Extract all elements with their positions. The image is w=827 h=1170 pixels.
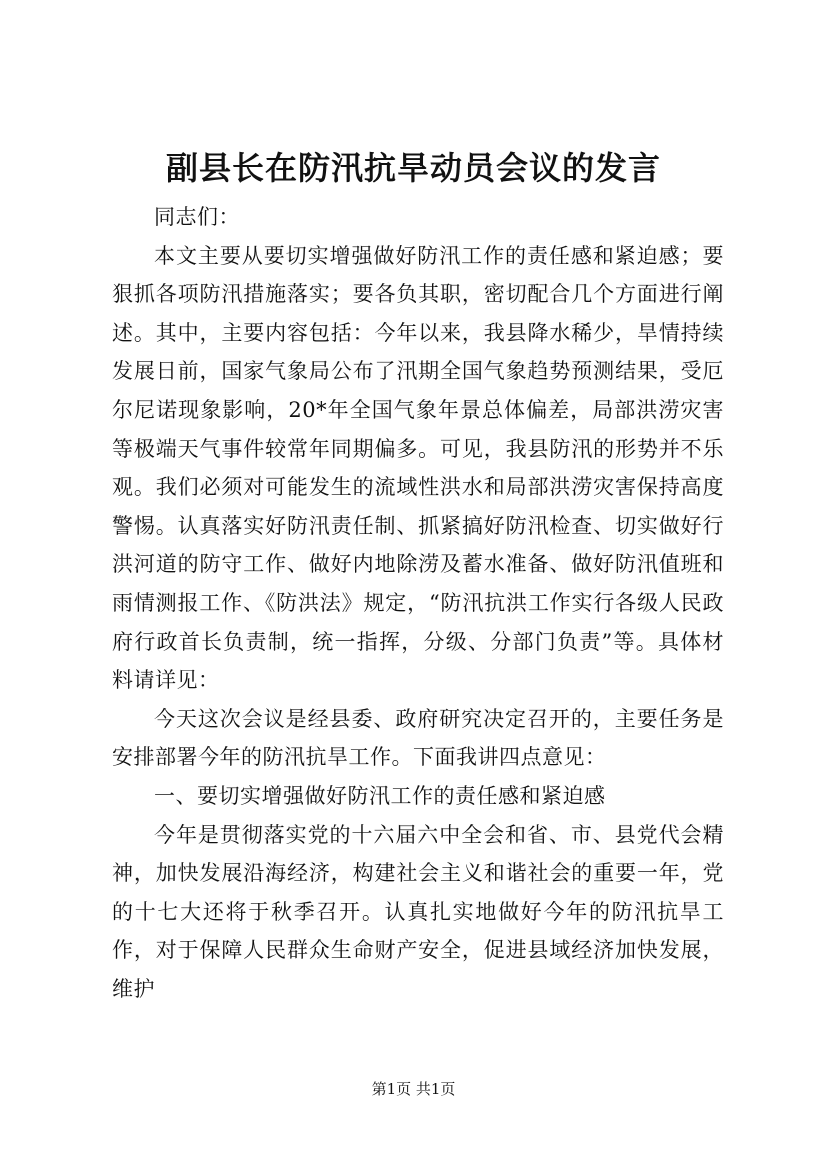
intro-paragraph: 今天这次会议是经县委、政府研究决定召开的，主要任务是安排部署今年的防汛抗旱工作。下面我讲四点意见： bbox=[112, 706, 724, 770]
section-heading-1: 一、要切实增强做好防汛工作的责任感和紧迫感 bbox=[154, 783, 606, 808]
section-1-paragraph: 今年是贯彻落实党的十六届六中全会和省、市、县党代会精神，加快发展沿海经济，构建社会主义和谐社会的重要一年，党的十七大还将于秋季召开。认真扎实地做好今年的防汛抗旱工作，对于保障人民群众生命财产安全，促进县域经济加快发展，维护 bbox=[112, 822, 724, 1001]
salutation: 同志们： bbox=[154, 205, 240, 229]
document-title: 副县长在防汛抗旱动员会议的发言 bbox=[165, 149, 661, 187]
page-footer: 第1页 共1页 bbox=[371, 1080, 456, 1098]
summary-paragraph: 本文主要从要切实增强做好防汛工作的责任感和紧迫感；要狠抓各项防汛措施落实；要各负其职，密切配合几个方面进行阐述。其中，主要内容包括：今年以来，我县降水稀少，旱情持续发展日前，国家气象局公布了汛期全国气象趋势预测结果，受厄尔尼诺现象影响，20*年全国气象年景总体偏差，局部洪涝灾害等极端天气事件较常年同期偏多。可见，我县防汛的形势并不乐观。我们必须对可能发生的流域性洪水和局部洪涝灾害保持高度警惕。认真落实好防汛责任制、抓紧搞好防汛检查、切实做好行洪河道的防守工作、做好内地除涝及蓄水准备、做好防汛值班和雨情测报工作、《防洪法》规定，“防汛抗洪工作实行各级人民政府行政首长负责制，统一指挥，分级、分部门负责”等。具体材料请详见： bbox=[112, 243, 724, 693]
document-body bbox=[112, 198, 724, 1008]
